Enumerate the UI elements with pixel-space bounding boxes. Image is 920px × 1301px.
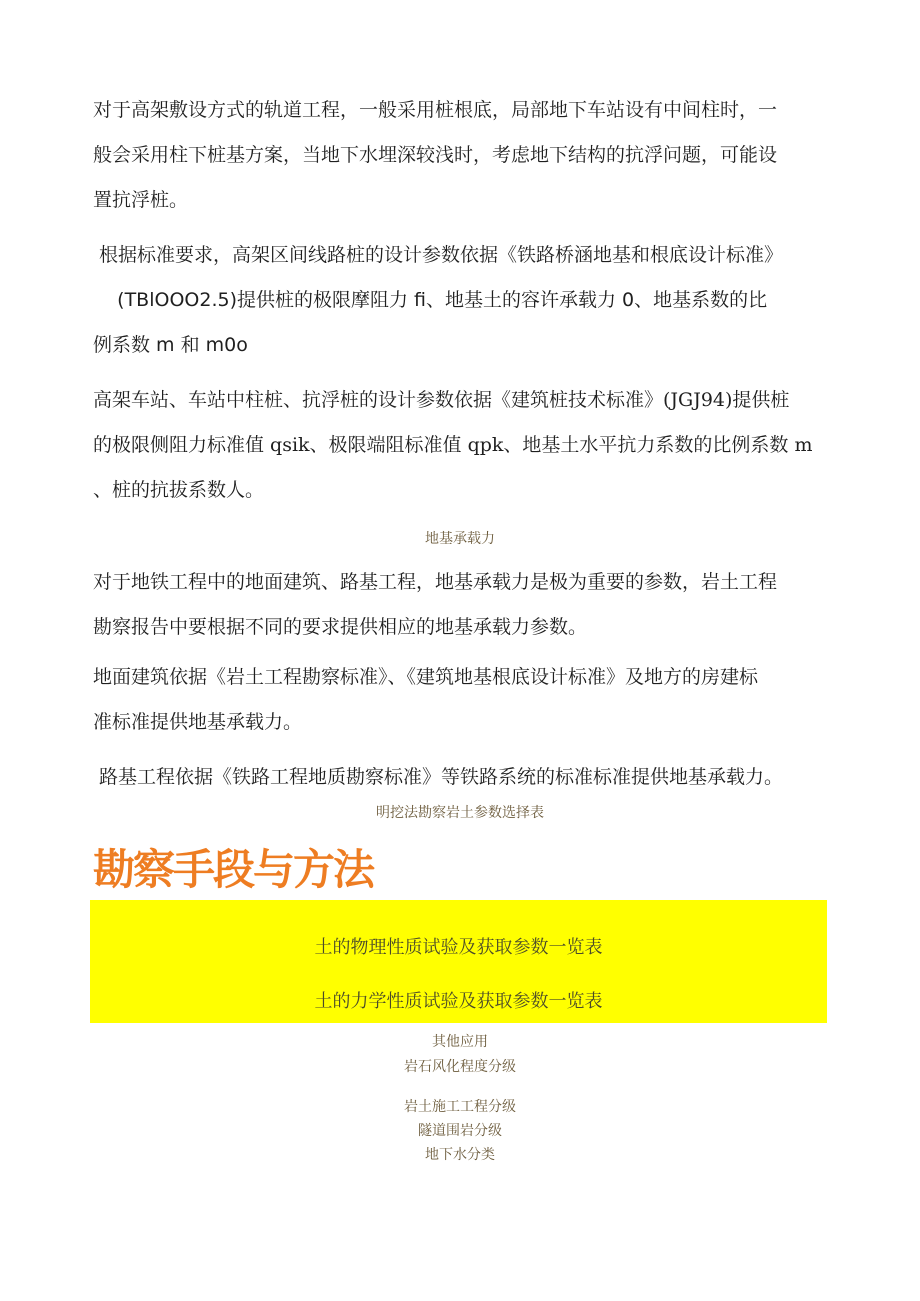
text-line: 路基工程依据《铁路工程地质勘察标准》等铁路系统的标准标准提供地基承载力。 [93, 766, 784, 788]
paragraph-station-pile-params [93, 378, 833, 513]
physical-properties-table-link: 土的物理性质试验及获取参数一览表 [314, 937, 603, 958]
other-applications-title: 其他应用 [432, 1034, 488, 1050]
paragraph-pile-foundation [93, 88, 833, 223]
text-line: 高架车站、车站中柱桩、抗浮桩的设计参数依据《建筑桩技术标准》(JGJ94)提供桩 [93, 389, 790, 411]
text-line: 例系数 m 和 m0o [93, 334, 248, 356]
text-line: 对于地铁工程中的地面建筑、路基工程，地基承载力是极为重要的参数，岩土工程 [93, 571, 778, 593]
text-line: 置抗浮桩。 [93, 189, 189, 211]
list-item-tunnel-rock: 隧道围岩分级 [418, 1123, 502, 1139]
text-line: 般会采用柱下桩基方案，当地下水埋深较浅时，考虑地下结构的抗浮问题，可能设 [93, 144, 778, 166]
caption-open-cut-table: 明挖法勘察岩土参数选择表 [376, 805, 544, 821]
paragraph-elevated-pile-params [93, 233, 833, 368]
paragraph-bearing-capacity [93, 560, 833, 650]
list-item-construction-grading: 岩土施工工程分级 [404, 1099, 516, 1115]
mechanical-properties-table-link: 土的力学性质试验及获取参数一览表 [314, 991, 603, 1012]
list-item-rock-weathering: 岩石风化程度分级 [404, 1059, 516, 1075]
highlight-box [90, 900, 827, 1023]
section-heading: 勘察手段与方法 [93, 845, 374, 894]
text-line: 地面建筑依据《岩土工程勘察标准》、《建筑地基根底设计标准》及地方的房建标 [93, 666, 759, 688]
text-line: 勘察报告中要根据不同的要求提供相应的地基承载力参数。 [93, 616, 588, 638]
text-line: 准标准提供地基承载力。 [93, 711, 303, 733]
caption-bearing-capacity: 地基承载力 [425, 531, 495, 547]
paragraph-ground-building [93, 655, 833, 745]
text-line: 的极限侧阻力标准值 qsik、极限端阻标准值 qpk、地基土水平抗力系数的比例系数 m [93, 434, 813, 456]
paragraph-subgrade [93, 755, 833, 800]
text-line: 对于高架敷设方式的轨道工程，一般采用桩根底，局部地下车站设有中间柱时，一 [93, 99, 778, 121]
text-line: 根据标准要求，高架区间线路桩的设计参数依据《铁路桥涵地基和根底设计标准》 [93, 244, 784, 266]
list-item-groundwater: 地下水分类 [425, 1147, 495, 1163]
text-line: 、桩的抗拔系数人。 [93, 479, 265, 501]
text-line: (TBlOOO2.5)提供桩的极限摩阻力 fi、地基土的容许承载力 0、地基系数的比 [93, 289, 768, 311]
